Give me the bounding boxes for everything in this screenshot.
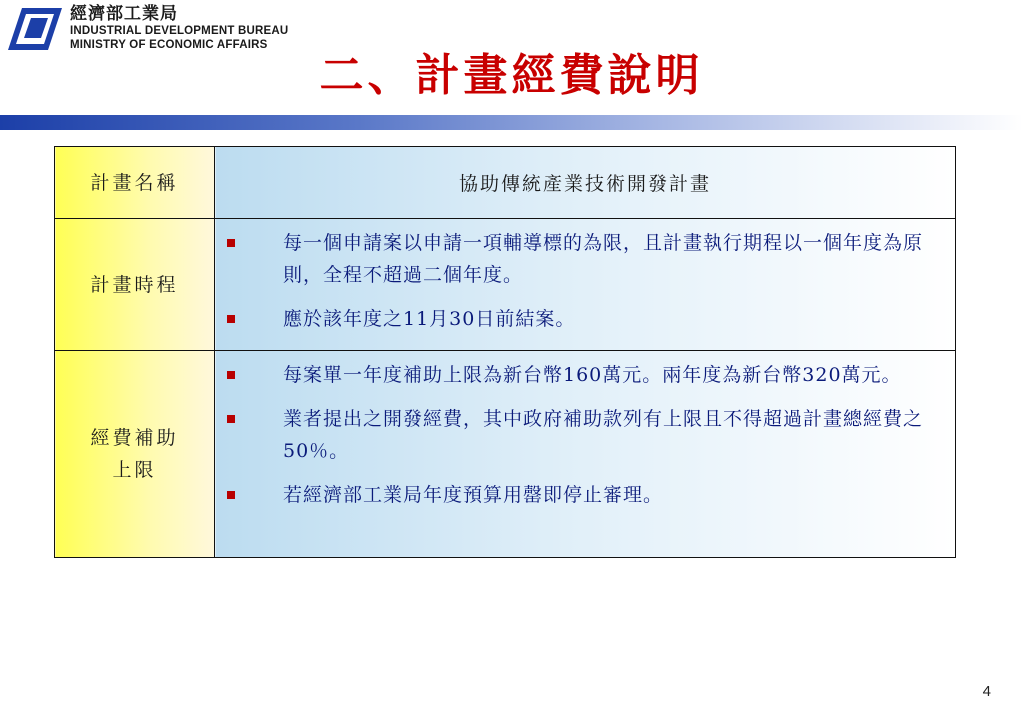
bullet-text: 應於該年度之11月30日前結案。 — [283, 308, 576, 330]
row-label-text-line2: 上限 — [112, 459, 157, 481]
page-number: 4 — [982, 683, 991, 700]
row-value — [215, 147, 956, 219]
row-label-text: 計畫時程 — [90, 273, 179, 296]
square-bullet-icon — [227, 371, 235, 379]
row-label-text-line1: 經費補助 — [90, 427, 179, 449]
row-content — [215, 351, 956, 558]
row-label — [55, 351, 215, 558]
bullet-item — [215, 403, 945, 467]
bullet-list — [215, 351, 955, 511]
logo-english-line1: INDUSTRIAL DEVELOPMENT BUREAU — [70, 25, 289, 37]
table-row-funding-limit — [55, 351, 956, 558]
slide-title: 二、計畫經費說明 — [319, 50, 704, 101]
bullet-list — [215, 219, 955, 335]
row-content — [215, 219, 956, 351]
row-label — [55, 147, 215, 219]
table-row-plan-name — [55, 147, 956, 219]
row-label — [55, 219, 215, 351]
square-bullet-icon — [227, 239, 235, 247]
square-bullet-icon — [227, 491, 235, 499]
square-bullet-icon — [227, 415, 235, 423]
logo-chinese-name: 經濟部工業局 — [70, 4, 178, 24]
plan-name-value: 協助傳統產業技術開發計畫 — [458, 173, 711, 195]
bullet-item — [215, 227, 945, 291]
bullet-text: 每一個申請案以申請一項輔導標的為限，且計畫執行期程以一個年度為原則，全程不超過二個年度。 — [283, 232, 924, 286]
row-label-text: 計畫名稱 — [90, 171, 179, 194]
bullet-item — [215, 303, 945, 335]
bullet-text: 每案單一年度補助上限為新台幣160萬元。兩年度為新台幣320萬元。 — [283, 364, 902, 386]
bullet-text: 若經濟部工業局年度預算用罄即停止審理。 — [283, 484, 664, 506]
logo-text — [70, 4, 288, 52]
square-bullet-icon — [227, 315, 235, 323]
plan-table — [54, 146, 956, 558]
bullet-text: 業者提出之開發經費，其中政府補助款列有上限且不得超過計畫總經費之50％。 — [283, 408, 924, 462]
table-row-schedule — [55, 219, 956, 351]
bullet-item — [215, 479, 945, 511]
logo-english-line2: MINISTRY OF ECONOMIC AFFAIRS — [70, 39, 268, 51]
header-gradient-band — [0, 115, 1023, 130]
bullet-item — [215, 359, 945, 391]
